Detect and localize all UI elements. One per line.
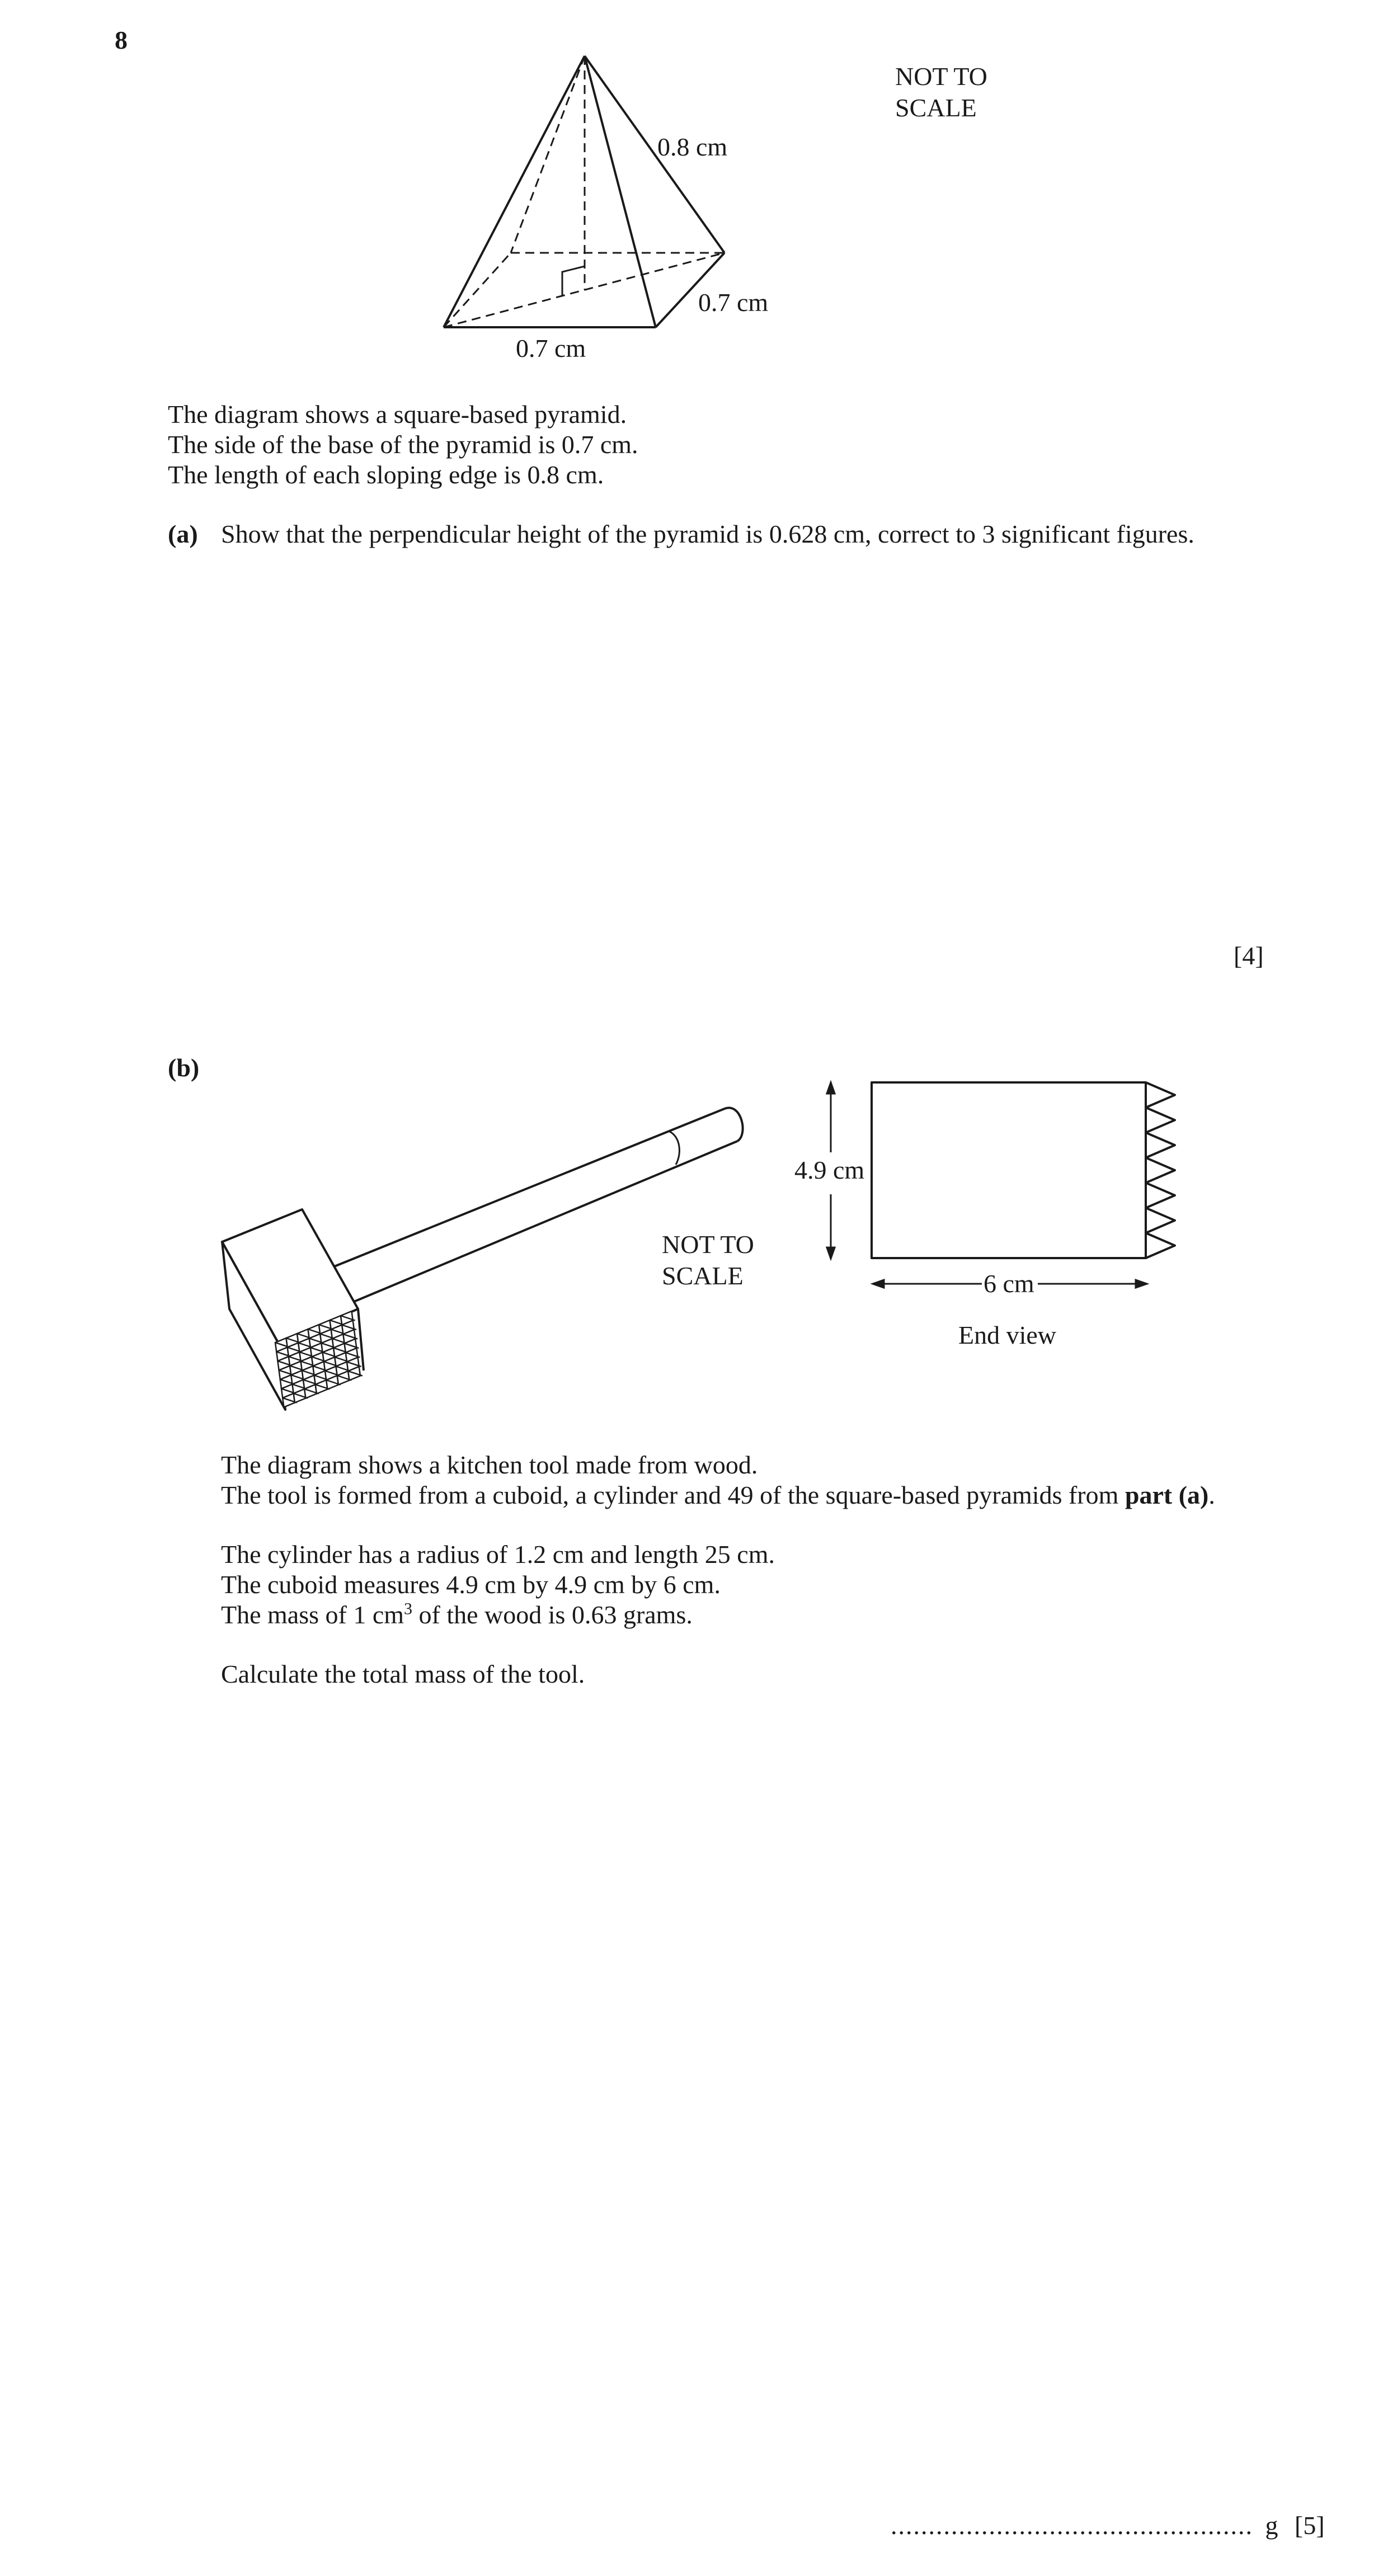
answer-unit: g [1265,2511,1278,2540]
not-to-scale-b-line2: SCALE [662,1261,744,1290]
label-base-front: 0.7 cm [516,334,586,362]
part-b-line-3: The cylinder has a radius of 1.2 cm and length 25 cm. [221,1540,775,1569]
part-b-label: (b) [168,1053,200,1082]
part-b-instruction: Calculate the total mass of the tool. [221,1660,585,1688]
part-a-label: (a) [168,520,198,548]
end-view-teeth-profile [1146,1082,1175,1258]
not-to-scale-b-line1: NOT TO [662,1230,754,1259]
label-end-view-width: 6 cm [984,1269,1034,1298]
part-a-reference: part (a) [1124,1481,1209,1509]
intro-line-2: The side of the base of the pyramid is 0.7 cm. [168,430,638,459]
part-b-line-2-text: The tool is formed from a cuboid, a cylinder and 49 of the square-based pyramids from [221,1481,1125,1509]
answer-dotted-line[interactable]: ................................................ [891,2511,1253,2540]
end-view-rectangle [872,1082,1146,1258]
answer-line[interactable] [891,2511,1325,2541]
handle-band [669,1131,679,1165]
not-to-scale-line1: NOT TO [895,62,987,91]
width-arrowhead-left [873,1280,884,1288]
width-arrowhead-right [1136,1280,1147,1288]
handle-end-cap [724,1108,743,1141]
part-b-line-2 [221,1480,1215,1510]
cubic-superscript: 3 [404,1599,413,1618]
part-a-question: Show that the perpendicular height of the pyramid is 0.628 cm, correct to 3 significant figures. [221,520,1194,548]
part-b-line-4: The cuboid measures 4.9 cm by 4.9 cm by 6 cm. [221,1570,721,1599]
label-sloping-edge: 0.8 cm [657,133,728,161]
end-view-caption: End view [958,1321,1057,1349]
label-base-right: 0.7 cm [698,288,769,317]
intro-line-3: The length of each sloping edge is 0.8 cm. [168,460,604,489]
part-a-marks: [4] [1234,941,1264,970]
part-b-line-5-text: The mass of 1 cm [221,1600,404,1629]
part-b-line-1: The diagram shows a kitchen tool made from wood. [221,1451,758,1479]
part-b-marks: [5] [1295,2511,1325,2540]
part-b-line-5-end: of the wood is 0.63 grams. [412,1600,693,1629]
height-arrowhead-bottom [827,1247,835,1259]
part-b-line-2-end: . [1208,1481,1215,1509]
not-to-scale-line2: SCALE [895,93,977,122]
intro-line-1: The diagram shows a square-based pyramid. [168,400,627,428]
question-number: 8 [115,26,128,54]
part-b-line-5 [221,1600,693,1630]
height-arrowhead-top [827,1082,835,1094]
label-end-view-height: 4.9 cm [794,1156,865,1184]
